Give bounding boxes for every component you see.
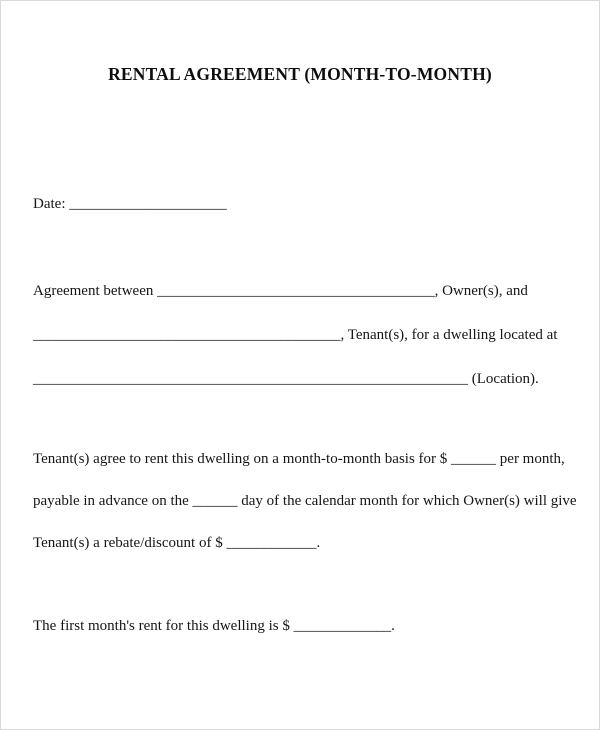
parties-line2-text-after: , Tenant(s), for a dwelling located at	[340, 327, 558, 343]
first-month-text-before: The first month's rent for this dwelling is $	[33, 618, 294, 634]
terms-line2-text-after: day of the calendar month for which Owner(s) will give	[237, 493, 577, 509]
terms-line-2	[33, 480, 577, 522]
parties-line-2	[33, 313, 567, 357]
monthly-rent-blank: ______	[451, 451, 497, 467]
first-month-rent-line	[33, 614, 567, 638]
date-blank: _____________________	[69, 196, 227, 212]
parties-line1-text-after: , Owner(s), and	[434, 283, 528, 299]
date-row	[33, 192, 567, 216]
parties-paragraph	[33, 269, 567, 401]
payment-day-blank: ______	[192, 493, 238, 509]
location-blank: __________________________________________________________	[33, 371, 468, 387]
parties-line1-text-before: Agreement between	[33, 283, 158, 299]
terms-line-3	[33, 522, 567, 564]
terms-line1-text-before: Tenant(s) agree to rent this dwelling on a month-to-month basis for $	[33, 451, 452, 467]
terms-line2-text-before: payable in advance on the	[33, 493, 193, 509]
terms-line-1	[33, 438, 567, 480]
terms-line1-text-after: per month,	[496, 451, 565, 467]
terms-line3-text-before: Tenant(s) a rebate/discount of $	[33, 535, 227, 551]
owner-name-blank: _____________________________________	[157, 283, 435, 299]
terms-line3-text-after: .	[316, 535, 321, 551]
parties-line-1	[33, 269, 567, 313]
first-month-text-after: .	[391, 618, 395, 634]
tenant-name-blank: _________________________________________	[33, 327, 341, 343]
rebate-discount-blank: ____________	[226, 535, 317, 551]
parties-line-3	[33, 357, 567, 401]
terms-paragraph	[33, 438, 577, 564]
date-label: Date:	[33, 196, 66, 212]
parties-line3-text-after: (Location).	[468, 371, 539, 387]
document-title: RENTAL AGREEMENT (MONTH-TO-MONTH)	[108, 64, 492, 84]
first-month-rent-blank: _____________	[293, 618, 392, 634]
